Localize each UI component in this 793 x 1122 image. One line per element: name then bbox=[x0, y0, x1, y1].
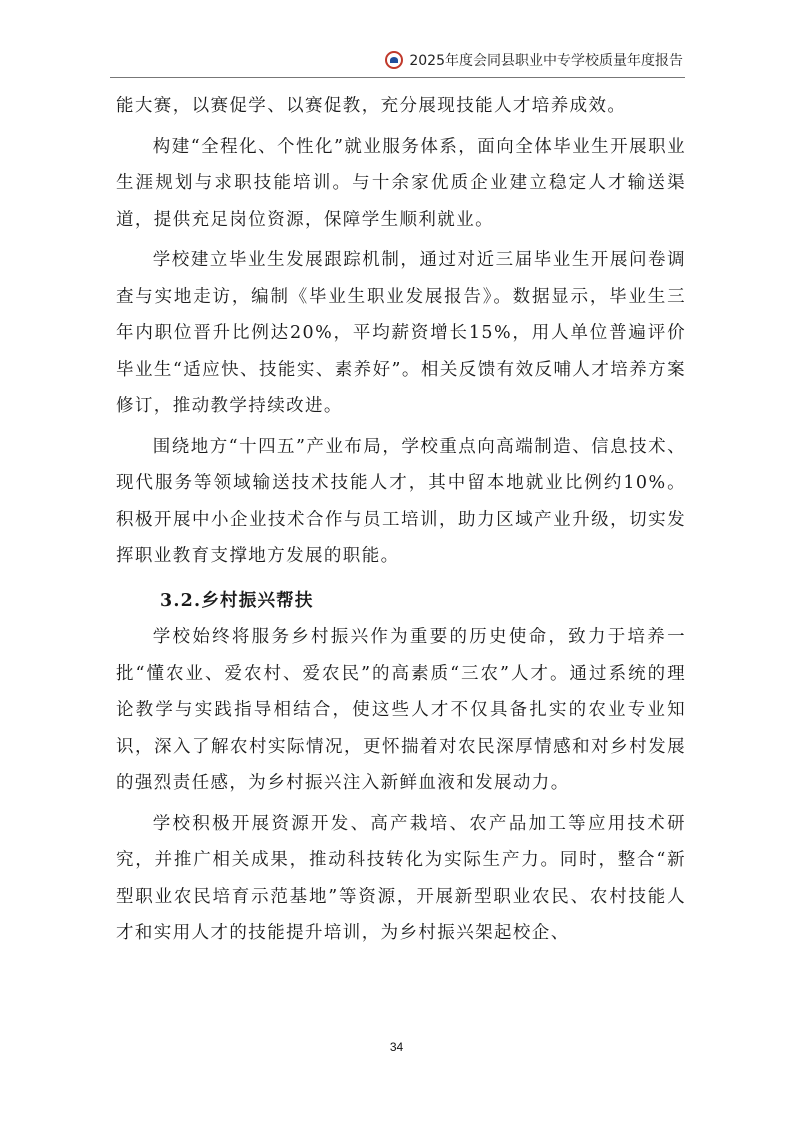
paragraph: 能大赛，以赛促学、以赛促教，充分展现技能人才培养成效。 bbox=[116, 96, 627, 116]
report-title: 2025年度会同县职业中专学校质量年度报告 bbox=[409, 53, 683, 69]
paragraph: 学校积极开展资源开发、高产栽培、农产品加工等应用技术研究，并推广相关成果，推动科技转化为实际生产力。同时，整合“新型职业农民培育示范基地”等资源，开展新型职业农民、农村技能人才和实用人才的技能提升培训，为乡村振兴架起校企、 bbox=[116, 813, 686, 943]
paragraph: 学校建立毕业生发展跟踪机制，通过对近三届毕业生开展问卷调查与实地走访，编制《毕业生职业发展报告》。数据显示，毕业生三年内职位晋升比例达20%，平均薪资增长15%，用人单位普遍评价毕业生“适应快、技能实、素养好”。相关反馈有效反哺人才培养方案修订，推动教学持续改进。 bbox=[116, 250, 686, 416]
page-number: 34 bbox=[389, 1040, 404, 1054]
paragraph: 学校始终将服务乡村振兴作为重要的历史使命，致力于培养一批“懂农业、爱农村、爱农民”的高素质“三农”人才。通过系统的理论教学与实践指导相结合，使这些人才不仅具备扎实的农业专业知识，深入了解农村实际情况，更怀揣着对农民深厚情感和对乡村发展的强烈责任感，为乡村振兴注入新鲜血液和发展动力。 bbox=[116, 627, 686, 793]
body-text bbox=[116, 88, 686, 952]
header-divider bbox=[110, 77, 685, 78]
school-emblem-icon bbox=[385, 51, 403, 69]
page-header bbox=[385, 46, 683, 74]
paragraph: 围绕地方“十四五”产业布局，学校重点向高端制造、信息技术、现代服务等领域输送技术技能人才，其中留本地就业比例约10%。积极开展中小企业技术合作与员工培训，助力区域产业升级，切实发挥职业教育支撑地方发展的职能。 bbox=[116, 436, 686, 566]
section-heading: 3.2.乡村振兴帮扶 bbox=[160, 590, 314, 611]
paragraph: 构建“全程化、个性化”就业服务体系，面向全体毕业生开展职业生涯规划与求职技能培训。与十余家优质企业建立稳定人才输送渠道，提供充足岗位资源，保障学生顺利就业。 bbox=[116, 136, 686, 230]
